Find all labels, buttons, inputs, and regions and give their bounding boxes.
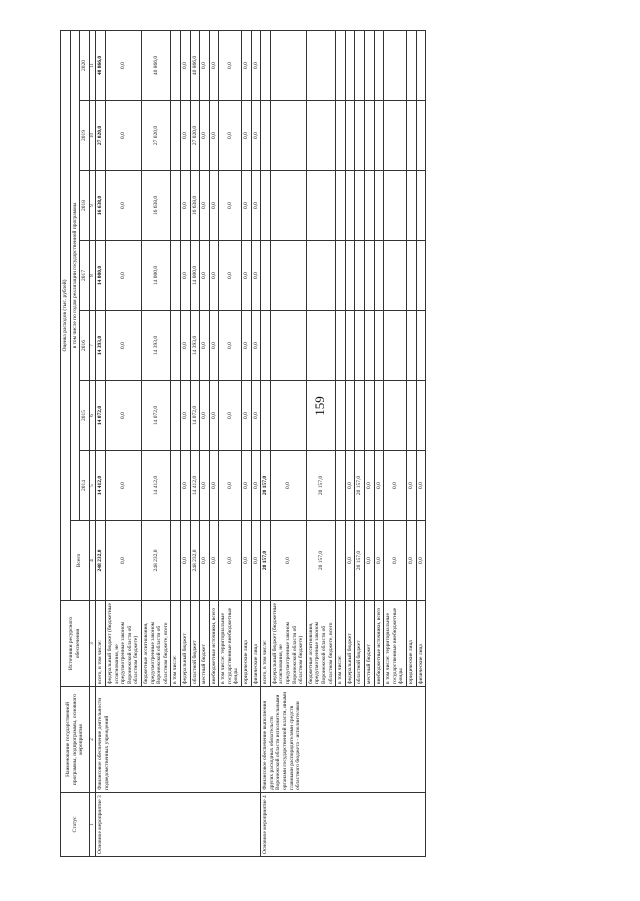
row-total-value: 0,0	[270, 521, 306, 601]
row-year-value: 0,0	[345, 451, 355, 521]
row-total-value: 0,0	[416, 521, 426, 601]
row-year-value: 14 072,0	[141, 381, 170, 451]
row-year-value: 0,0	[180, 101, 190, 171]
row-year-value: 0,0	[374, 451, 384, 521]
row-year-value: 0,0	[200, 101, 210, 171]
row-year-value: 14 393,0	[190, 311, 200, 381]
header-source: Источники ресурсного обеспечения	[61, 601, 90, 687]
row-year-value	[406, 171, 416, 241]
row-year-value	[374, 30, 384, 100]
row-year-value	[171, 30, 181, 100]
row-year-value: 0,0	[242, 30, 252, 100]
row-year-value: 0,0	[180, 30, 190, 100]
row-year-value	[355, 101, 365, 171]
row-funding-source: бюджетные ассигнования, предусмотренные законом Воронежской области об областном бюджете, всего	[306, 601, 335, 687]
row-total-value: 0,0	[374, 521, 384, 601]
row-status: Основное мероприятие 3	[96, 793, 261, 857]
row-year-value	[345, 241, 355, 311]
row-year-value: 0,0	[242, 171, 252, 241]
row-year-value: 0,0	[251, 101, 261, 171]
row-year-value	[171, 381, 181, 451]
row-year-value: 0,0	[406, 451, 416, 521]
row-year-value: 0,0	[209, 101, 219, 171]
row-total-value: 0,0	[406, 521, 416, 601]
row-year-value	[345, 30, 355, 100]
column-index: 7	[89, 311, 96, 381]
row-total-value: 0,0	[180, 521, 190, 601]
row-year-value	[261, 101, 271, 171]
row-year-value: 0,0	[209, 381, 219, 451]
row-year-value	[336, 451, 346, 521]
row-funding-source: в том числе: территориальные государственные внебюджетные фонды	[219, 601, 242, 687]
row-funding-source: федеральный бюджет (бюджетные ассигнования, не предусмотренные законом Воронежской области об областном бюджете)	[270, 601, 306, 687]
row-year-value	[416, 101, 426, 171]
row-year-value: 0,0	[209, 241, 219, 311]
column-index: 3	[89, 601, 96, 687]
row-year-value	[416, 381, 426, 451]
header-total: Всего	[70, 521, 89, 601]
row-year-value	[345, 311, 355, 381]
row-year-value: 20 157,0	[306, 451, 335, 521]
row-year-value	[270, 241, 306, 311]
row-year-value	[355, 381, 365, 451]
column-index: 6	[89, 381, 96, 451]
page-number: 159	[312, 396, 327, 416]
row-year-value: 14 072,0	[96, 381, 106, 451]
row-year-value: 14 412,0	[190, 451, 200, 521]
row-total-value	[336, 521, 346, 601]
row-program-name: Финансовое обеспечение деятельности подведомственных учреждений	[96, 687, 261, 793]
row-year-value	[374, 171, 384, 241]
row-year-value	[171, 311, 181, 381]
header-name: Наименование государственной программы, подпрограммы, основного мероприятия	[61, 687, 90, 793]
row-year-value: 0,0	[180, 381, 190, 451]
row-year-value: 0,0	[219, 451, 242, 521]
row-year-value	[406, 101, 416, 171]
row-year-value	[336, 311, 346, 381]
row-year-value: 14 072,0	[190, 381, 200, 451]
row-year-value	[270, 381, 306, 451]
rotated-page	[60, 31, 606, 857]
row-year-value	[384, 381, 407, 451]
row-year-value	[270, 171, 306, 241]
row-year-value	[336, 171, 346, 241]
header-year: 2017	[80, 241, 90, 311]
row-funding-source: в том числе:	[336, 601, 346, 687]
header-estimate: Оценка расходов (тыс. рублей)	[61, 30, 71, 600]
table-row	[261, 30, 271, 856]
budget-table	[60, 30, 426, 857]
row-year-value	[306, 171, 335, 241]
column-index-row	[89, 30, 96, 856]
row-year-value	[355, 311, 365, 381]
row-year-value	[306, 381, 335, 451]
row-year-value: 16 638,0	[190, 171, 200, 241]
row-year-value: 0,0	[209, 171, 219, 241]
row-year-value: 14 412,0	[141, 451, 170, 521]
column-index: 10	[89, 101, 96, 171]
row-year-value: 0,0	[251, 241, 261, 311]
row-year-value	[171, 171, 181, 241]
row-funding-source: внебюджетные источники, всего	[374, 601, 384, 687]
row-year-value	[364, 171, 374, 241]
header-year: 2019	[80, 101, 90, 171]
row-program-name: Финансовое обеспечение выполнения других расходных обязательств Воронежской области исполнительными органами государственной власти, иными главными распорядителями средств областного бюджета - исполнителями	[261, 687, 426, 793]
row-year-value	[261, 30, 271, 100]
row-year-value: 0,0	[251, 171, 261, 241]
row-year-value	[306, 101, 335, 171]
column-index: 5	[89, 451, 96, 521]
header-by-years: в том числе по годам реализации государственной программы	[70, 30, 80, 520]
row-year-value: 0,0	[200, 381, 210, 451]
row-year-value	[364, 101, 374, 171]
row-year-value: 0,0	[384, 451, 407, 521]
row-year-value: 14 000,0	[190, 241, 200, 311]
row-total-value	[171, 521, 181, 601]
row-year-value: 0,0	[209, 311, 219, 381]
row-year-value	[364, 311, 374, 381]
row-year-value	[345, 381, 355, 451]
row-year-value	[306, 241, 335, 311]
row-year-value	[270, 101, 306, 171]
row-year-value	[345, 171, 355, 241]
row-year-value: 0,0	[180, 451, 190, 521]
row-year-value	[374, 241, 384, 311]
row-year-value	[364, 241, 374, 311]
row-total-value: 0,0	[242, 521, 252, 601]
row-year-value	[416, 241, 426, 311]
row-funding-source: в том числе:	[171, 601, 181, 687]
column-index: 11	[89, 30, 96, 100]
row-year-value	[171, 241, 181, 311]
row-year-value: 14 412,0	[96, 451, 106, 521]
row-year-value	[406, 241, 416, 311]
row-year-value: 0,0	[242, 101, 252, 171]
row-year-value	[261, 171, 271, 241]
row-year-value: 0,0	[209, 451, 219, 521]
row-funding-source: федеральный бюджет	[180, 601, 190, 687]
row-year-value	[270, 30, 306, 100]
row-year-value	[171, 451, 181, 521]
row-year-value: 40 866,0	[141, 30, 170, 100]
column-index: 9	[89, 171, 96, 241]
row-year-value	[374, 101, 384, 171]
row-year-value	[336, 30, 346, 100]
row-year-value	[355, 171, 365, 241]
row-year-value: 0,0	[105, 171, 141, 241]
row-year-value: 0,0	[105, 451, 141, 521]
row-funding-source: юридические лица	[406, 601, 416, 687]
row-funding-source: федеральный бюджет (бюджетные ассигнования, не предусмотренные законом Воронежской области об областном бюджете)	[105, 601, 141, 687]
row-year-value	[336, 241, 346, 311]
row-year-value: 27 020,0	[96, 101, 106, 171]
row-funding-source: местный бюджет	[200, 601, 210, 687]
row-year-value	[261, 311, 271, 381]
row-year-value: 0,0	[219, 381, 242, 451]
row-year-value	[270, 311, 306, 381]
row-year-value: 0,0	[180, 311, 190, 381]
row-year-value: 0,0	[270, 451, 306, 521]
row-year-value: 0,0	[251, 381, 261, 451]
row-funding-source: местный бюджет	[364, 601, 374, 687]
row-funding-source: бюджетные ассигнования, предусмотренные законом Воронежской области об областном бюджете, всего	[141, 601, 170, 687]
row-year-value	[306, 30, 335, 100]
column-index: 8	[89, 241, 96, 311]
row-year-value	[374, 381, 384, 451]
header-year: 2015	[80, 381, 90, 451]
header-year: 2018	[80, 171, 90, 241]
row-year-value: 0,0	[219, 30, 242, 100]
row-funding-source: областной бюджет	[190, 601, 200, 687]
row-year-value: 0,0	[416, 451, 426, 521]
row-year-value: 20 157,0	[261, 451, 271, 521]
row-year-value	[261, 241, 271, 311]
row-funding-source: физические лица	[416, 601, 426, 687]
row-year-value: 0,0	[105, 241, 141, 311]
row-total-value: 0,0	[251, 521, 261, 601]
row-year-value	[416, 311, 426, 381]
row-year-value: 0,0	[219, 241, 242, 311]
table-body	[96, 30, 426, 856]
row-year-value: 0,0	[219, 171, 242, 241]
row-year-value: 0,0	[200, 30, 210, 100]
row-year-value: 0,0	[242, 241, 252, 311]
row-total-value: 20 157,0	[306, 521, 335, 601]
row-year-value: 0,0	[105, 381, 141, 451]
row-funding-source: всего, в том числе:	[96, 601, 106, 687]
row-total-value: 248 232,0	[190, 521, 200, 601]
header-year: 2016	[80, 311, 90, 381]
row-total-value: 0,0	[345, 521, 355, 601]
row-total-value: 0,0	[200, 521, 210, 601]
row-year-value: 0,0	[242, 311, 252, 381]
row-total-value: 0,0	[105, 521, 141, 601]
row-year-value: 14 393,0	[96, 311, 106, 381]
row-year-value	[374, 311, 384, 381]
row-year-value: 0,0	[364, 451, 374, 521]
row-year-value	[171, 101, 181, 171]
row-year-value	[336, 101, 346, 171]
row-year-value: 0,0	[219, 101, 242, 171]
row-year-value	[261, 381, 271, 451]
row-funding-source: физические лица	[251, 601, 261, 687]
row-year-value: 0,0	[219, 311, 242, 381]
row-year-value: 0,0	[105, 101, 141, 171]
row-year-value: 14 393,0	[141, 311, 170, 381]
row-year-value	[355, 30, 365, 100]
header-year: 2020	[80, 30, 90, 100]
row-year-value: 0,0	[242, 381, 252, 451]
row-year-value	[384, 241, 407, 311]
column-index: 2	[89, 687, 96, 793]
row-year-value: 27 020,0	[190, 101, 200, 171]
row-funding-source: областной бюджет	[355, 601, 365, 687]
row-year-value: 16 638,0	[96, 171, 106, 241]
row-funding-source: всего, в том числе:	[261, 601, 271, 687]
row-total-value: 0,0	[209, 521, 219, 601]
column-index: 4	[89, 521, 96, 601]
column-index: 1	[89, 793, 96, 857]
row-total-value: 20 157,0	[355, 521, 365, 601]
row-year-value	[406, 311, 416, 381]
row-year-value	[345, 101, 355, 171]
row-year-value: 40 866,0	[190, 30, 200, 100]
row-total-value: 20 157,0	[261, 521, 271, 601]
row-year-value: 27 020,0	[141, 101, 170, 171]
row-year-value	[355, 241, 365, 311]
row-funding-source: юридические лица	[242, 601, 252, 687]
row-year-value	[416, 171, 426, 241]
row-year-value	[416, 30, 426, 100]
row-year-value: 0,0	[251, 451, 261, 521]
row-funding-source: в том числе: территориальные государственные внебюджетные фонды	[384, 601, 407, 687]
table-row	[96, 30, 106, 856]
row-year-value	[336, 381, 346, 451]
row-year-value: 40 866,0	[96, 30, 106, 100]
row-total-value: 0,0	[219, 521, 242, 601]
row-year-value: 16 638,0	[141, 171, 170, 241]
row-funding-source: внебюджетные источники, всего	[209, 601, 219, 687]
row-total-value: 248 232,0	[141, 521, 170, 601]
row-year-value	[384, 171, 407, 241]
row-year-value: 0,0	[251, 30, 261, 100]
row-year-value	[406, 30, 416, 100]
row-year-value	[384, 30, 407, 100]
row-year-value	[364, 30, 374, 100]
row-year-value	[364, 381, 374, 451]
row-year-value	[384, 311, 407, 381]
row-year-value: 0,0	[105, 311, 141, 381]
row-year-value	[406, 381, 416, 451]
row-year-value: 0,0	[200, 241, 210, 311]
row-year-value: 0,0	[180, 171, 190, 241]
row-year-value: 0,0	[200, 171, 210, 241]
header-status: Статус	[61, 793, 90, 857]
row-year-value: 0,0	[209, 30, 219, 100]
row-total-value: 0,0	[364, 521, 374, 601]
table-header	[61, 30, 96, 856]
row-year-value: 0,0	[251, 311, 261, 381]
row-year-value: 0,0	[180, 241, 190, 311]
row-status: Основное мероприятие 4	[261, 793, 426, 857]
row-total-value: 248 232,0	[96, 521, 106, 601]
row-year-value: 0,0	[105, 30, 141, 100]
header-year: 2014	[80, 451, 90, 521]
row-year-value: 20 157,0	[355, 451, 365, 521]
row-funding-source: федеральный бюджет	[345, 601, 355, 687]
row-year-value: 14 000,0	[141, 241, 170, 311]
row-total-value: 0,0	[384, 521, 407, 601]
row-year-value	[384, 101, 407, 171]
row-year-value: 0,0	[200, 311, 210, 381]
row-year-value: 14 000,0	[96, 241, 106, 311]
row-year-value: 0,0	[242, 451, 252, 521]
row-year-value: 0,0	[200, 451, 210, 521]
row-year-value	[306, 311, 335, 381]
